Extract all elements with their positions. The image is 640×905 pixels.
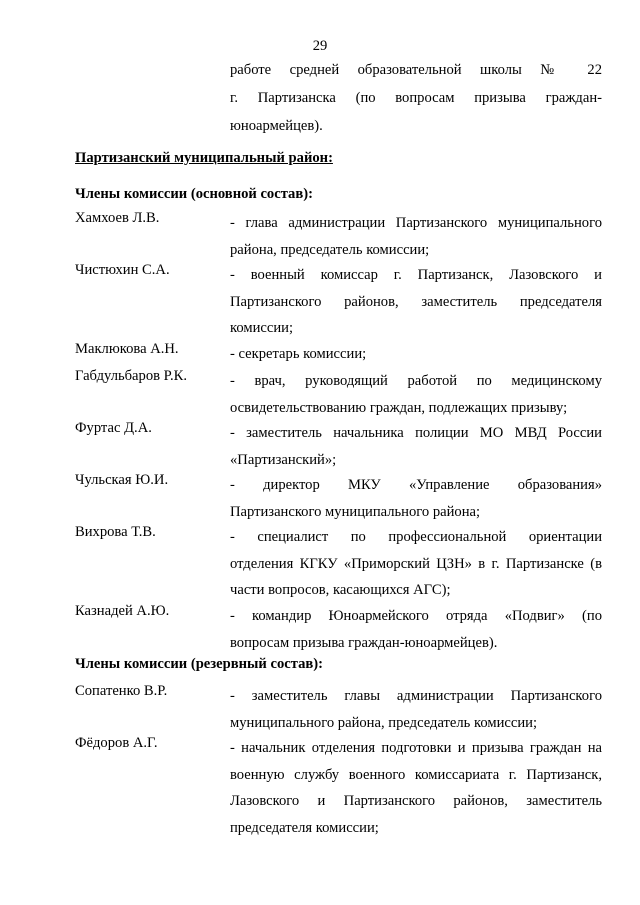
member-role-line: вопросам призыва граждан-юноармейцев). (230, 634, 498, 651)
member-role-line: председателя комиссии; (230, 819, 379, 836)
reserve-section-heading: Члены комиссии (резервный состав): (75, 656, 323, 672)
member-role (230, 524, 602, 604)
member-role (230, 735, 602, 841)
member-role-line: - врач, руководящий работой по медицинскому (230, 373, 602, 389)
member-role-line: - глава администрации Партизанского муниципального (230, 215, 602, 231)
member-role-line: муниципального района, председатель комиссии; (230, 714, 538, 731)
member-role-line: района, председатель комиссии; (230, 241, 430, 258)
member-role (230, 341, 602, 368)
member-role-line: - командир Юноармейского отряда «Подвиг» (по (230, 608, 602, 624)
member-role (230, 472, 602, 525)
member-role (230, 683, 602, 736)
member-role-line: - начальник отделения подготовки и призыва граждан на (230, 740, 602, 756)
member-name: Чульская Ю.И. (75, 472, 169, 488)
member-name: Вихрова Т.В. (75, 524, 156, 540)
member-name: Хамхоев Л.В. (75, 210, 160, 226)
member-role-line: - специалист по профессиональной ориентации (230, 529, 602, 545)
member-role-line: Партизанского муниципального района; (230, 503, 481, 520)
continuation-line: г. Партизанска (по вопросам призыва граждан- (230, 90, 602, 106)
member-role-line: Партизанского районов, заместитель председателя (230, 293, 602, 310)
page-number: 29 (312, 38, 328, 54)
member-role-line: Лазовского и Партизанского районов, заместитель (230, 793, 602, 809)
member-role-line: комиссии; (230, 320, 294, 336)
member-role (230, 368, 602, 421)
member-role-line: военную службу военного комиссариата г. Партизанск, (230, 766, 602, 783)
member-role-line: - заместитель начальника полиции МО МВД России (230, 425, 602, 441)
member-role-line: части вопросов, касающихся АГС); (230, 582, 451, 598)
member-role (230, 262, 602, 342)
member-role (230, 420, 602, 473)
continuation-line: юноармейцев). (230, 118, 323, 134)
member-name: Маклюкова А.Н. (75, 341, 179, 357)
member-name: Фёдоров А.Г. (75, 735, 158, 751)
main-section-heading: Члены комиссии (основной состав): (75, 186, 313, 202)
member-role-line: - заместитель главы администрации Партизанского (230, 688, 602, 704)
member-role-line: - директор МКУ «Управление образования» (230, 477, 602, 493)
member-role-line: - военный комиссар г. Партизанск, Лазовского и (230, 267, 602, 283)
continuation-line: работе средней образовательной школы № 22 (230, 62, 602, 78)
member-name: Фуртас Д.А. (75, 420, 152, 436)
member-role-line: освидетельствованию граждан, подлежащих призыву; (230, 399, 568, 416)
member-name: Чистюхин С.А. (75, 262, 170, 278)
member-name: Габдульбаров Р.К. (75, 368, 187, 384)
continuation-text (230, 56, 602, 140)
district-heading: Партизанский муниципальный район: (75, 150, 333, 166)
member-name: Казнадей А.Ю. (75, 603, 170, 619)
member-role (230, 210, 602, 263)
member-role (230, 603, 602, 656)
member-name: Сопатенко В.Р. (75, 683, 168, 699)
member-role-line: - секретарь комиссии; (230, 346, 367, 362)
member-role-line: отделения КГКУ «Приморский ЦЗН» в г. Партизанске (в (230, 555, 602, 572)
member-role-line: «Партизанский»; (230, 451, 337, 468)
